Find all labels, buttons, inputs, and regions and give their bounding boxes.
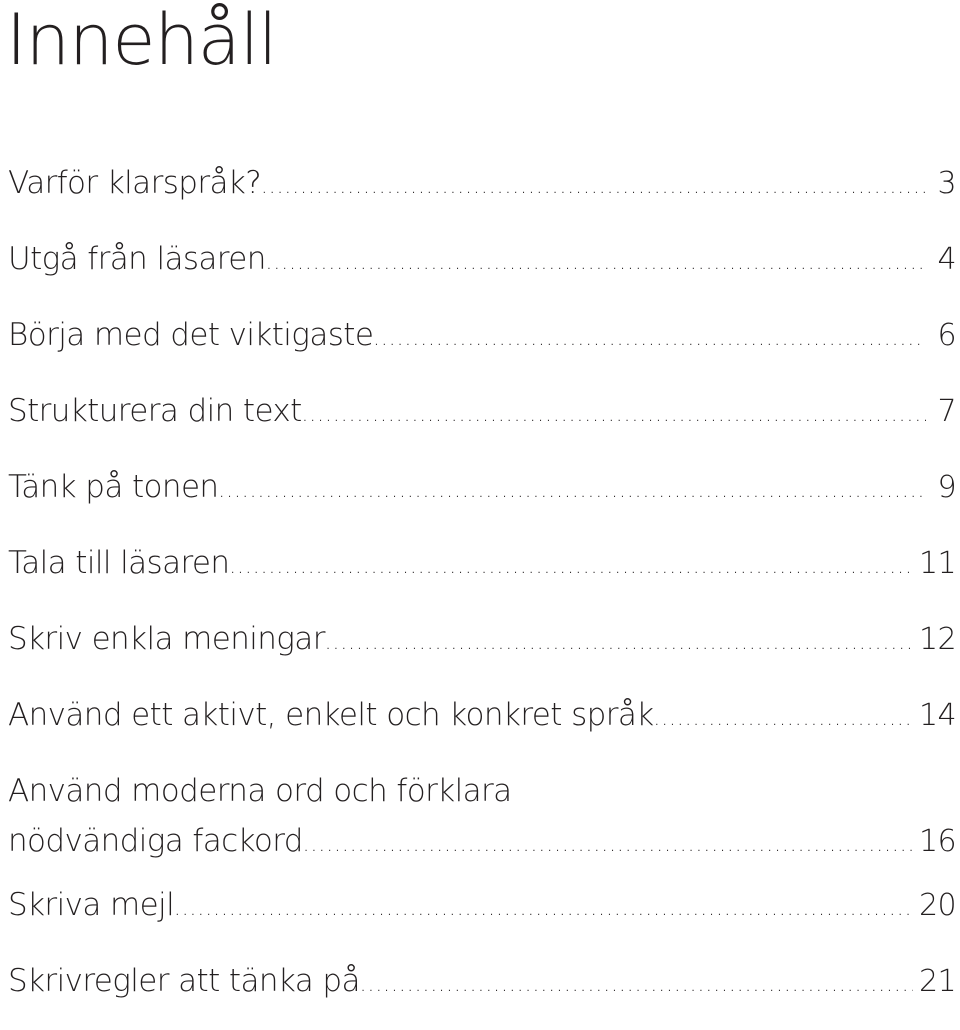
toc-entry[interactable]	[8, 462, 956, 512]
toc-entry-page-number: 7	[937, 394, 956, 429]
dot-leader	[218, 465, 926, 515]
toc-entry-title-line2: nödvändiga fackord	[8, 823, 303, 859]
toc-entry-title: Utgå från läsaren	[8, 241, 266, 277]
dot-leader	[229, 541, 913, 591]
dot-leader	[266, 237, 926, 287]
toc-entry-page-number: 9	[937, 470, 956, 505]
toc-entry-title: Skriva mejl	[8, 887, 175, 923]
dot-leader	[360, 959, 913, 1009]
toc-entry-title: Börja med det viktigaste	[8, 317, 374, 353]
toc-entry-page-number: 21	[919, 964, 956, 999]
dot-leader	[373, 313, 926, 363]
toc-entry-title: Använd ett aktivt, enkelt och konkret språk	[8, 697, 654, 733]
toc-entry[interactable]	[8, 386, 956, 436]
toc-entry[interactable]	[8, 158, 956, 208]
dot-leader	[654, 693, 913, 743]
toc-entry-title: Tänk på tonen	[8, 469, 219, 505]
toc-entry[interactable]	[8, 538, 956, 588]
toc-entry[interactable]	[8, 766, 956, 866]
toc-entry-page-number: 20	[919, 888, 956, 923]
dot-leader	[303, 819, 913, 869]
toc-entry-page-number: 14	[919, 698, 956, 733]
toc-entry-title: Tala till läsaren	[8, 545, 230, 581]
toc-entry-page-number: 3	[937, 166, 956, 201]
toc-entry-page-number: 6	[937, 318, 956, 353]
toc-entry[interactable]	[8, 234, 956, 284]
table-of-contents	[8, 158, 956, 1006]
toc-entry-title: Strukturera din text	[8, 393, 302, 429]
toc-entry[interactable]	[8, 880, 956, 930]
dot-leader	[174, 883, 913, 933]
toc-entry[interactable]	[8, 310, 956, 360]
toc-entry[interactable]	[8, 614, 956, 664]
toc-entry[interactable]	[8, 956, 956, 1006]
toc-entry-page-number: 12	[919, 622, 956, 657]
page-title: Innehåll	[6, 0, 277, 81]
dot-leader	[302, 389, 926, 439]
toc-entry-title: Skrivregler att tänka på	[8, 963, 360, 999]
toc-entry-page-number: 16	[919, 824, 956, 859]
toc-entry[interactable]	[8, 690, 956, 740]
dot-leader	[325, 617, 913, 667]
toc-entry-title-line1: Använd moderna ord och förklara	[8, 773, 512, 809]
toc-entry-title: Varför klarspråk?	[8, 165, 262, 201]
toc-entry-page-number: 11	[919, 546, 956, 581]
dot-leader	[261, 161, 926, 211]
toc-entry-page-number: 4	[937, 242, 956, 277]
toc-entry-title: Skriv enkla meningar	[8, 621, 325, 657]
